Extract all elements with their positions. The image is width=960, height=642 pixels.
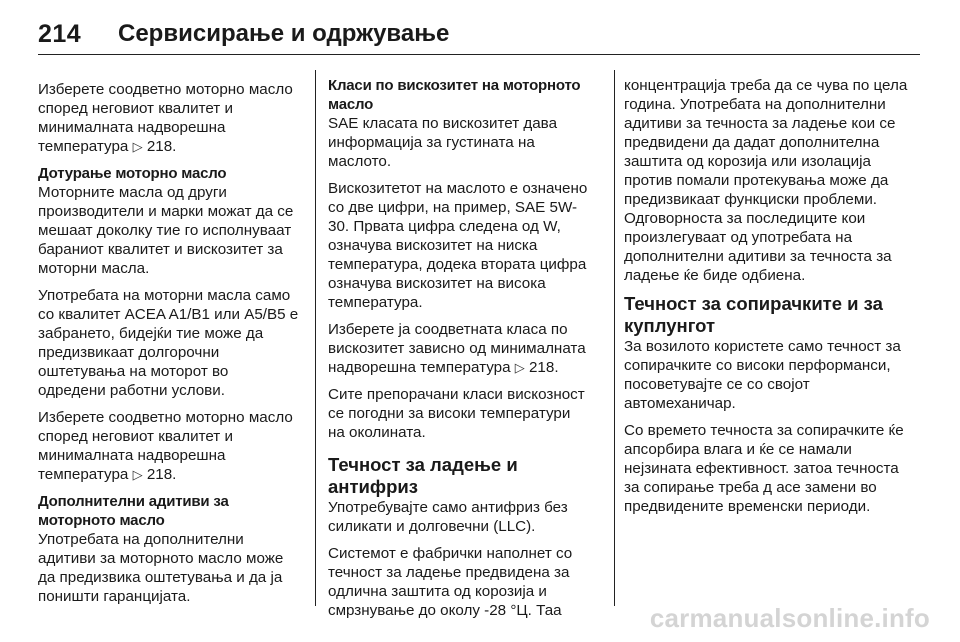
- heading-oil-additives: Дополнителни адитиви за моторното масло: [38, 493, 229, 529]
- paragraph: Употребувајте само антифриз без силикати и долговечни (LLC).: [328, 499, 568, 535]
- paragraph-text: Изберете ја соодветната класа по вискозитет зависно од минималната надворешна температура: [328, 321, 586, 376]
- reference-arrow-icon: ▷: [514, 360, 525, 375]
- heading-coolant: Течност за ладење и антифриз: [328, 454, 518, 497]
- column-divider-2: [614, 70, 615, 606]
- paragraph: Со времето течноста за сопирачките ќе апсорбира влага и ќе се намали нејзината ефективност. затоа течноста за сопирање треба д асе замени во предвидените временски периоди.: [624, 422, 904, 515]
- paragraph: Употребата на моторни масла само со квалитет ACEA A1/B1 или A5/B5 е забрането, бидејќи тие може да предизвикаат долгорочни оштетувања на моторот во одредени работни услови.: [38, 287, 299, 399]
- paragraph-text: Изберете соодветно моторно масло според неговиот квалитет и минималната надворешна температура: [38, 409, 293, 483]
- column-1: [38, 80, 300, 614]
- paragraph: Моторните масла од други производители и марки можат да се мешаат доколку тие го исполнуваат бараниот квалитет и вискозитет за моторни масла.: [38, 184, 294, 277]
- column-divider-1: [315, 70, 316, 606]
- paragraph: концентрација треба да се чува по цела година. Употребата на дополнителни адитиви за течноста за ладење кои се предвидени да дадат дополнителна заштита од корозија или изолација против помали протекувања може да предизвикаат функциски проблеми. Одговорноста за последиците кои произлегуваат од употребата на дополнителни адитиви за течноста за ладење ќе биде одбиена.: [624, 77, 908, 284]
- paragraph: [38, 408, 300, 484]
- paragraph: [328, 320, 590, 377]
- page-number: 214: [38, 19, 82, 48]
- watermark-text: carmanualsonline.info: [649, 603, 930, 633]
- paragraph: Употребата на дополнителни адитиви за моторното масло може да предизвика оштетувања и да ја поништи гаранцијата.: [38, 531, 284, 605]
- paragraph: [38, 80, 300, 156]
- paragraph: Системот е фабрички наполнет со течност за ладење предвидена за одлична заштита од корозија и смрзнување до околу -28 °Ц. Таа: [328, 545, 573, 619]
- paragraph: SAE класата по вискозитет дава информација за густината на маслото.: [328, 115, 558, 170]
- column-3: [624, 76, 910, 524]
- page-reference-link[interactable]: 218.: [146, 138, 177, 155]
- paragraph: Сите препорачани класи вискозност се погодни за високи температури на околината.: [328, 386, 585, 441]
- page-reference-link[interactable]: 218.: [528, 359, 559, 376]
- paragraph: Вискозитетот на маслото е означено со две цифри, на пример, SAE 5W-30. Првата цифра следена од W, означува вискозитет на ниска температура, додека втората цифра означува вискозитет на висока температура.: [328, 180, 588, 311]
- page-title: Сервисирање и одржување: [118, 20, 450, 47]
- page-reference-link[interactable]: 218.: [146, 466, 177, 483]
- reference-arrow-icon: ▷: [132, 139, 143, 154]
- heading-brake-clutch-fluid: Течност за сопирачките и за куплунгот: [624, 293, 883, 336]
- paragraph-text: Изберете соодветно моторно масло според неговиот квалитет и минималната надворешна температура: [38, 81, 293, 155]
- page-header: [38, 14, 920, 55]
- reference-arrow-icon: ▷: [132, 467, 143, 482]
- heading-viscosity-classes: Класи по вискозитет на моторното масло: [328, 77, 581, 113]
- column-2: [328, 76, 590, 628]
- heading-topping-up-oil: Дотурање моторно масло: [38, 165, 227, 182]
- paragraph: За возилото користете само течност за сопирачките со високи перформанси, посоветувајте се со својот автомеханичар.: [624, 338, 901, 412]
